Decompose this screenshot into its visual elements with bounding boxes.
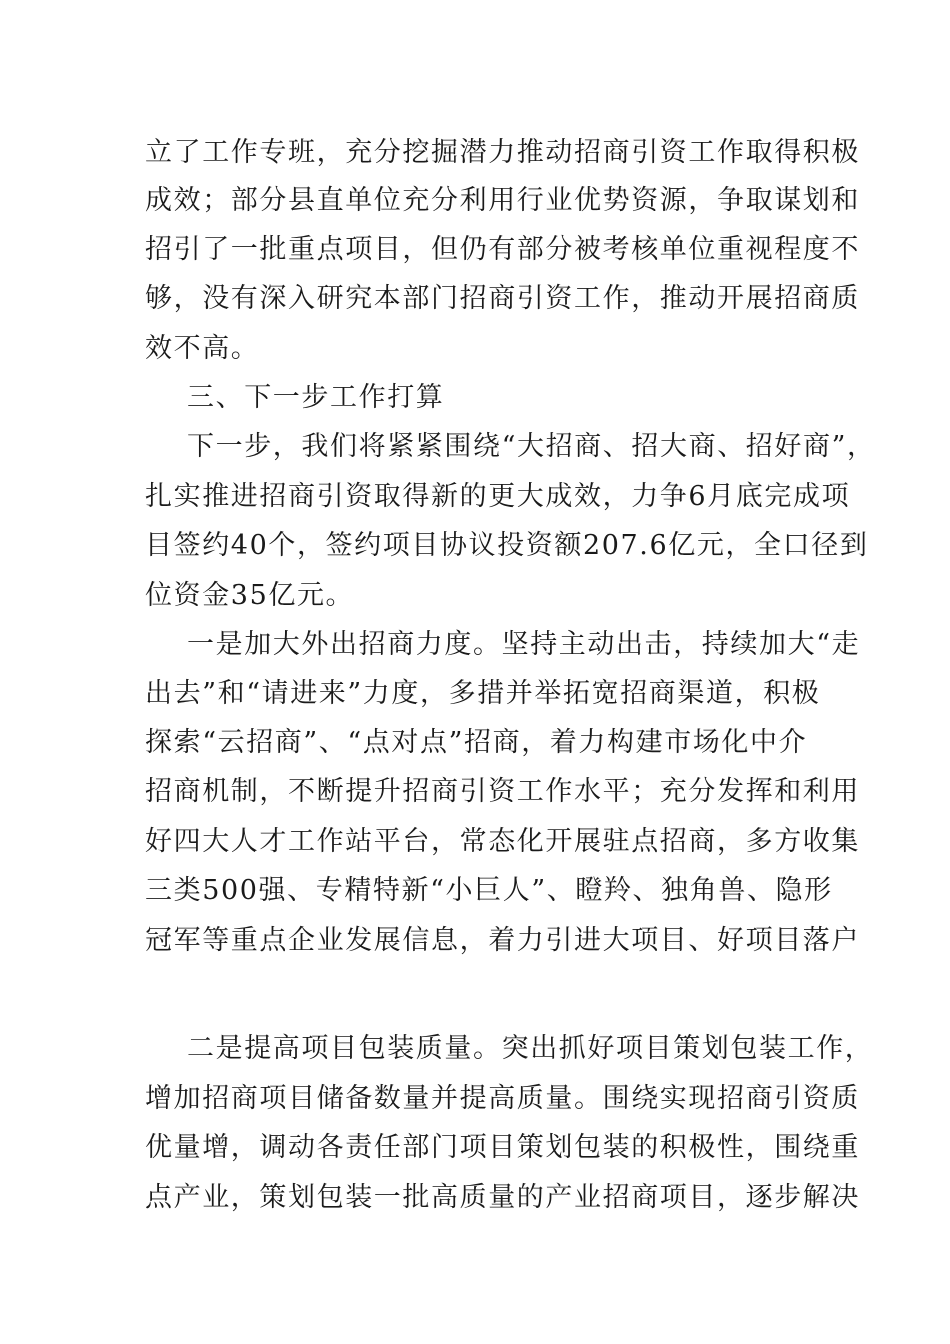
paragraph-line: 招商机制，不断提升招商引资工作水平；充分发挥和利用 — [145, 776, 860, 807]
paragraph-line: 立了工作专班，充分挖掘潜力推动招商引资工作取得积极 — [145, 137, 860, 168]
paragraph-line: 探索“云招商”、“点对点”招商，着力构建市场化中介 — [145, 727, 808, 758]
paragraph-line: 一是加大外出招商力度。坚持主动出击，持续加大“走 — [187, 629, 861, 660]
paragraph-line: 效不高。 — [145, 333, 260, 364]
section-heading: 三、下一步工作打算 — [187, 382, 445, 413]
paragraph-line: 出去”和“请进来”力度，多措并举拓宽招商渠道，积极 — [145, 678, 821, 709]
paragraph-line: 好四大人才工作站平台，常态化开展驻点招商，多方收集 — [145, 826, 860, 857]
paragraph-line: 成效；部分县直单位充分利用行业优势资源，争取谋划和 — [145, 185, 860, 216]
paragraph-line: 位资金35亿元。 — [145, 580, 355, 611]
paragraph-line: 够，没有深入研究本部门招商引资工作，推动开展招商质 — [145, 283, 860, 314]
paragraph-line: 二是提高项目包装质量。突出抓好项目策划包装工作， — [187, 1033, 874, 1064]
paragraph-line: 优量增，调动各责任部门项目策划包装的积极性，围绕重 — [145, 1132, 860, 1163]
paragraph-line: 下一步，我们将紧紧围绕“大招商、招大商、招好商”， — [187, 431, 876, 462]
paragraph-line: 招引了一批重点项目，但仍有部分被考核单位重视程度不 — [145, 234, 860, 265]
paragraph-line: 三类500强、专精特新“小巨人”、瞪羚、独角兽、隐形 — [145, 875, 833, 906]
paragraph-line: 增加招商项目储备数量并提高质量。围绕实现招商引资质 — [145, 1083, 860, 1114]
paragraph-line: 点产业，策划包装一批高质量的产业招商项目，逐步解决 — [145, 1182, 860, 1213]
paragraph-line: 目签约40个，签约项目协议投资额207.6亿元，全口径到 — [145, 530, 869, 561]
paragraph-line: 冠军等重点企业发展信息，着力引进大项目、好项目落户 — [145, 925, 860, 956]
paragraph-line: 扎实推进招商引资取得新的更大成效，力争6月底完成项 — [145, 481, 851, 512]
